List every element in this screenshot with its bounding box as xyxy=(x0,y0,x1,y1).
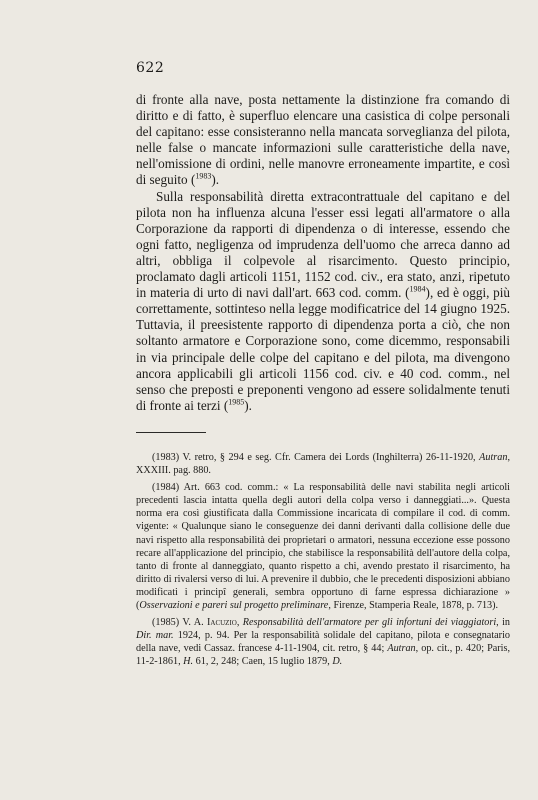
footnote-divider xyxy=(136,432,206,433)
footnote-italic: Responsabilità dell'armatore per gli infortuni dei viaggiatori xyxy=(242,617,497,629)
footnote-ref-1983[interactable]: 1983 xyxy=(195,172,212,182)
page-number: 622 xyxy=(136,60,165,76)
footnote-number: (1983) xyxy=(152,452,180,463)
footnote-1984 xyxy=(136,481,510,612)
footnote-text: 1924, p. 94. Per la responsabilità solidale del capitano, pilota e consegnatario della nave, vedi Cassaz. francese 4-11-1904, cit. retro, § 44; xyxy=(136,630,510,655)
footnote-text: , xyxy=(236,617,243,629)
footnote-1985 xyxy=(136,616,510,668)
footnote-italic: Autran xyxy=(387,643,416,655)
footnote-ref-1985[interactable]: 1985 xyxy=(228,397,245,407)
footnote-number: (1984) xyxy=(152,482,180,494)
footnote-italic: D. xyxy=(332,656,343,668)
footnote-text: V. retro, § 294 e seg. Cfr. Camera dei Lords (Inghilterra) 26-11-1920, xyxy=(179,452,480,463)
footnote-text: , op. cit., p. 420; Paris, 11-2-1861, xyxy=(136,643,510,668)
paragraph-1-text: di fronte alla nave, posta nettamente la distinzione fra comando di diritto e di fatto, è superfluo elencare una casistica di colpe personali del capitano: esse consisteranno nella mancata sorveglianza del pilota, nelle false o mancate informazioni sulle caratteristiche della nave, nell'omissione di ordini, nelle manovre erroneamente impartite, e così di seguito ( xyxy=(136,92,510,188)
footnote-text: Art. 663 cod. comm.: « La responsabilità delle navi stabilita negli articoli precedenti lascia intatta quella degli autori della colpa verso i danneggiati...». Questa norma era così giustificata dalla Commissione incaricata di compilare il cod. di comm. vigente: « Qualunque siano le conseguenze dei danni derivanti dalla collisione delle due navi rispetto alla responsabilità dei proprietari o armatori, nessuna eccezione esse possono recare all'applicazione del principio, che stabilisce la responsabilità dell'autore della colpa, tanto di fronte al danneggiato, quanto rispetto a chi, avendo prestato il risarcimento, ha diritto di rivalersi verso di lui. A prevenire il dubbio, che le precedenti disposizioni abbiano modificati i principî generali, sembra opportuno di farne espressa dichiarazione » ( xyxy=(136,482,510,612)
paragraph-1-end: ). xyxy=(211,172,220,188)
footnote-text: , XXXIII. pag. 880. xyxy=(136,452,510,477)
footnote-italic: Autran xyxy=(479,452,508,463)
footnote-italic: Dir. mar. xyxy=(136,630,174,642)
main-text xyxy=(136,92,510,414)
paragraph-2-end: ). xyxy=(244,397,252,413)
footnote-ref-1984[interactable]: 1984 xyxy=(409,284,426,294)
footnote-text: , Firenze, Stamperia Reale, 1878, p. 713). xyxy=(328,600,499,612)
footnote-italic: Osservazioni e pareri sul progetto preliminare xyxy=(139,600,329,612)
paragraph-2-text-a: Sulla responsabilità diretta extracontrattuale del capitano e del pilota non ha influenza alcuna l'esser essi legati all'armatore o alla Corporazione da rapporti di dipendenza o di interesse, essendo che ogni fatto, negligenza od imprudenza dell'uomo che arreca danno ad altri, obbliga il colpevole al risarcimento. Questo principio, proclamato dagli articoli 1151, 1152 cod. civ., era stato, anzi, ripetuto in materia di urto di navi dall'art. 663 cod. comm. ( xyxy=(136,188,510,301)
paragraph-1 xyxy=(136,92,510,189)
paragraph-2 xyxy=(136,189,510,414)
footnote-italic: H. xyxy=(183,656,194,668)
paragraph-2-text-b: ), ed è oggi, più correttamente, sottinteso nella legge modificatrice del 14 giugno 1925. Tuttavia, il preesistente rapporto di dipendenza porta a ciò, che non soltanto armatore e Corporazione sono, come dicemmo, responsabili in via principale delle colpe del capitano e del pilota, ma divengono ancora applicabili gli articoli 1156 cod. civ. e 40 cod. comm., nel senso che preposti e preponenti vengono ad essere solidalmente tenuti di fronte ai terzi ( xyxy=(136,285,510,413)
footnotes xyxy=(136,451,510,673)
footnote-text: 61, 2, 248; Caen, 15 luglio 1879, xyxy=(193,656,333,668)
footnote-text: , in xyxy=(496,617,510,629)
footnote-text: V. A. xyxy=(179,617,207,629)
footnote-1983 xyxy=(136,451,510,477)
footnote-number: (1985) xyxy=(152,617,180,629)
footnote-author: Iacuzio xyxy=(207,617,237,629)
